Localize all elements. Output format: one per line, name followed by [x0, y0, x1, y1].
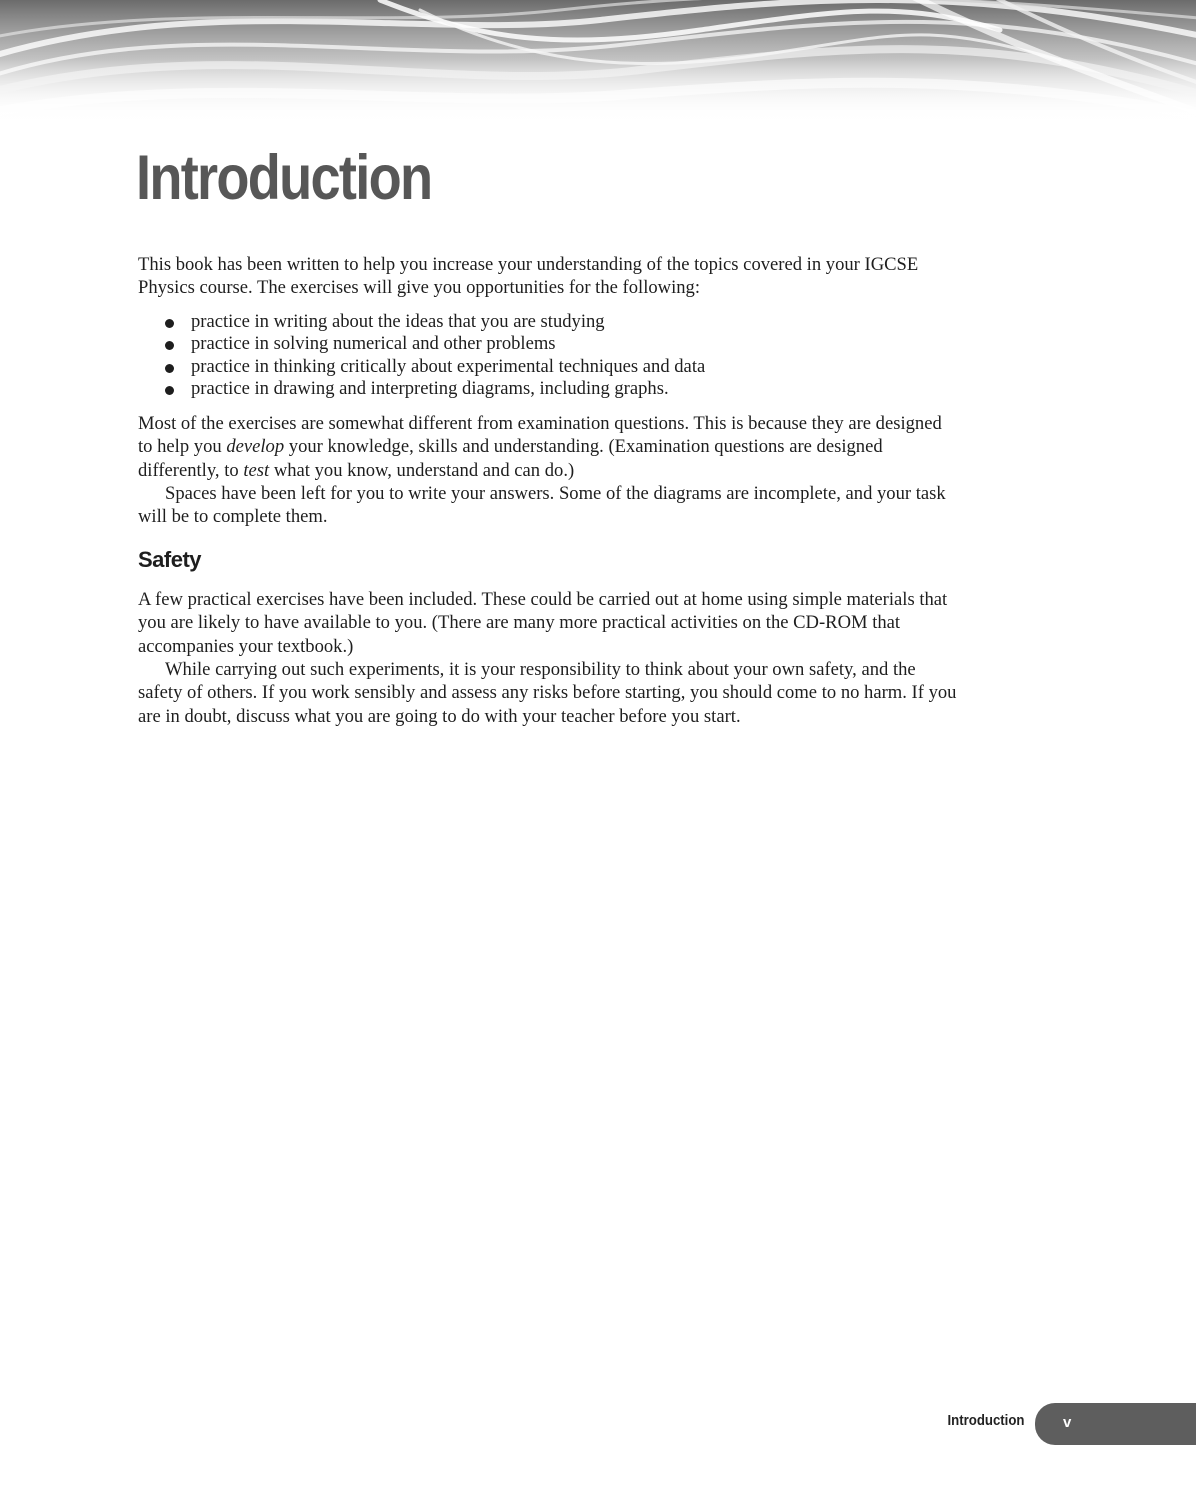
safety-paragraph-1: A few practical exercises have been included. These could be carried out at home using simple materials that you are likely to have available to you. (There are many more practical activities on the CD-ROM that accompanies your textbook.) [138, 588, 948, 657]
page-title: Introduction [136, 143, 432, 213]
bullet-dot-icon [165, 386, 174, 395]
bullet-item: practice in thinking critically about experimental techniques and data [138, 356, 958, 379]
emphasis-develop: develop [226, 436, 285, 458]
safety-heading: Safety [138, 546, 202, 572]
body-content [138, 253, 958, 728]
bullet-item: practice in solving numerical and other problems [138, 333, 958, 356]
footer-page-tab [1035, 1403, 1196, 1445]
bullet-item: practice in drawing and interpreting diagrams, including graphs. [138, 378, 958, 401]
header-wave-banner [0, 0, 1196, 130]
intro-paragraph-3: Spaces have been left for you to write your answers. Some of the diagrams are incomplete, and your task will be to complete them. [138, 483, 946, 528]
safety-paragraph-2: While carrying out such experiments, it is your responsibility to think about your own safety, and the safety of others. If you work sensibly and assess any risks before starting, you should come to no harm. If you are in doubt, discuss what you are going to do with your teacher before you start. [138, 659, 957, 727]
intro-paragraph-2: Most of the exercises are somewhat different from examination questions. This is because they are designed to help you develop your knowledge, skills and understanding. (Examination questions are designed differently, to test what you know, understand and can do.) [138, 412, 942, 481]
intro-paragraph-1: This book has been written to help you increase your understanding of the topics covered in your IGCSE Physics course. The exercises will give you opportunities for the following: [138, 254, 919, 299]
bullet-dot-icon [165, 364, 174, 373]
bullet-dot-icon [165, 341, 174, 350]
bullet-item: practice in writing about the ideas that you are studying [138, 311, 958, 334]
bullet-dot-icon [165, 319, 174, 328]
emphasis-test: test [243, 459, 270, 481]
footer-section-label: Introduction [947, 1412, 1024, 1429]
page-number: v [1063, 1414, 1072, 1431]
practice-bullet-list [138, 311, 958, 401]
